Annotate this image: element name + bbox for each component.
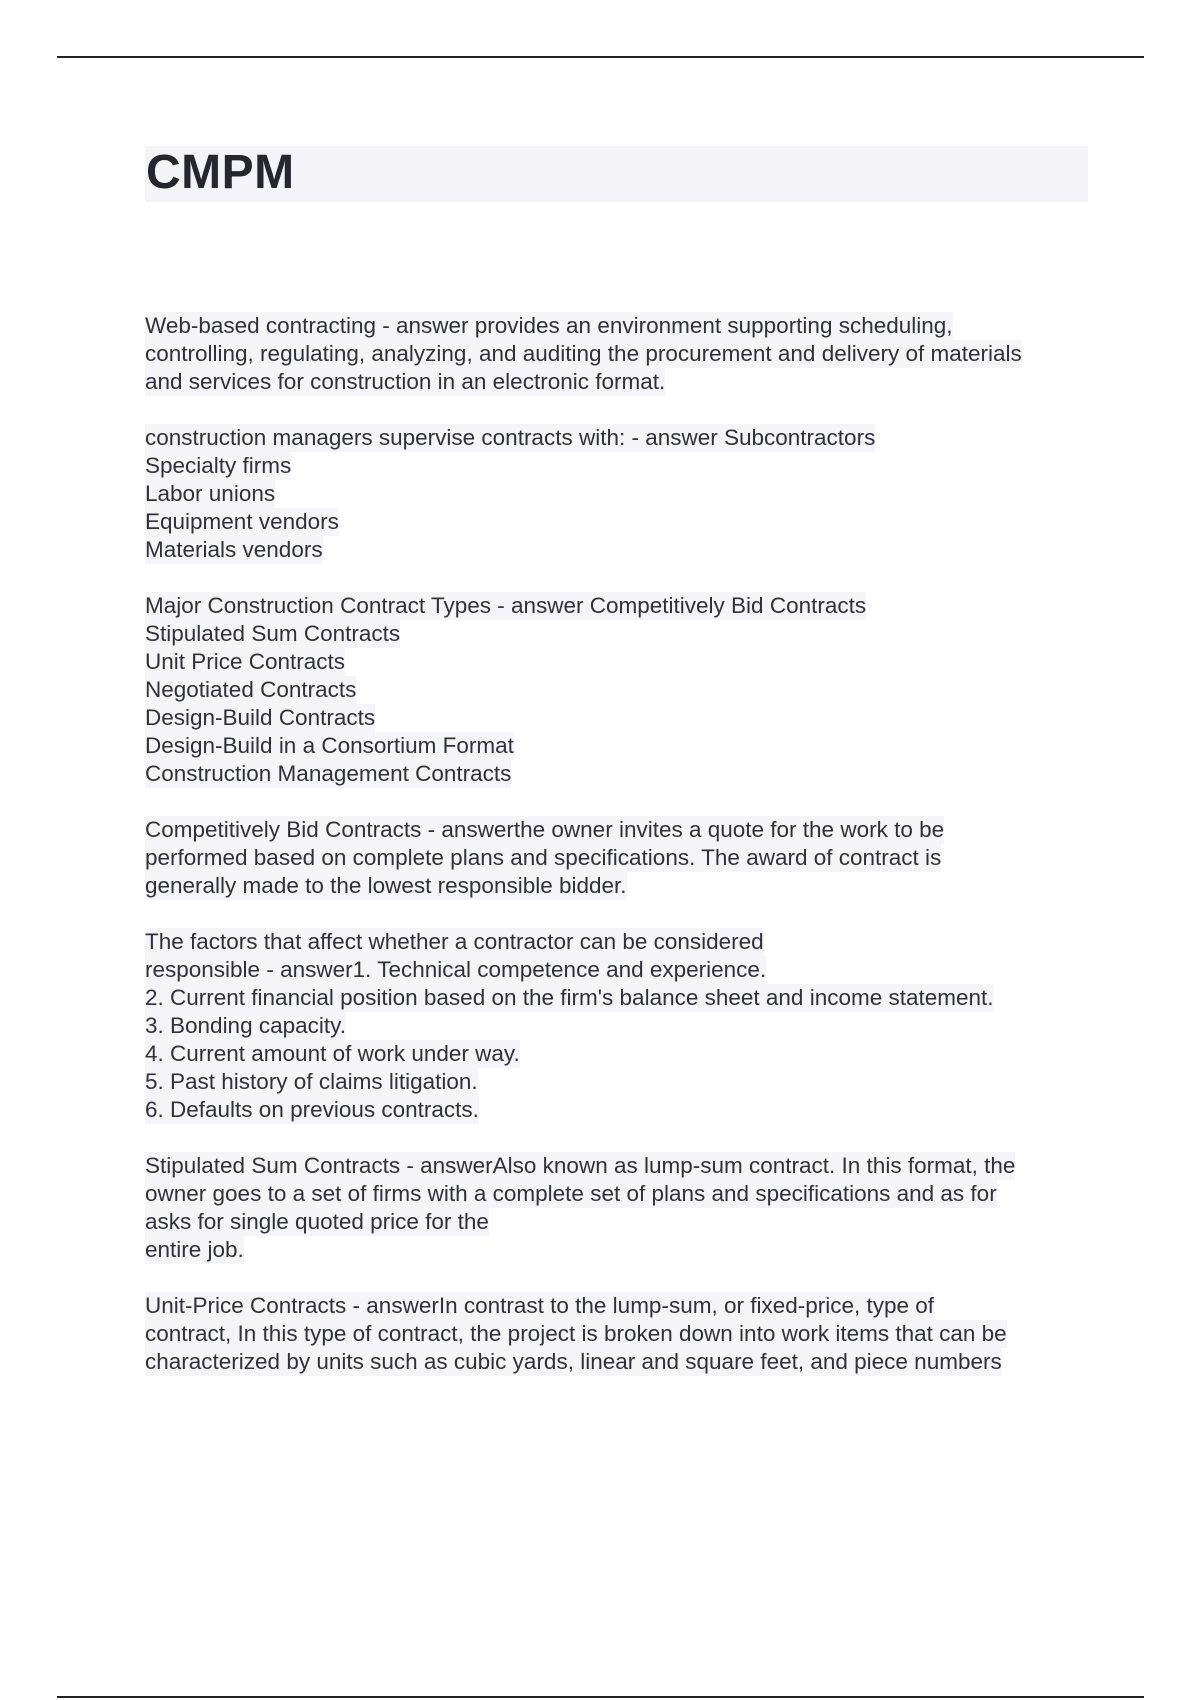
text-line: Stipulated Sum Contracts bbox=[145, 621, 401, 646]
qa-entry-unit-price bbox=[145, 1292, 1095, 1376]
text-line: Materials vendors bbox=[145, 537, 323, 562]
text-line: 4. Current amount of work under way. bbox=[145, 1041, 520, 1066]
text-line: controlling, regulating, analyzing, and auditing the procurement and delivery of materials bbox=[145, 341, 1022, 366]
text-line: Design-Build in a Consortium Format bbox=[145, 733, 514, 758]
text-line: Major Construction Contract Types - answer Competitively Bid Contracts bbox=[145, 593, 867, 618]
text-line: Equipment vendors bbox=[145, 509, 339, 534]
text-line: Construction Management Contracts bbox=[145, 761, 512, 786]
qa-entry-contracts-supervised bbox=[145, 424, 1095, 564]
text-line: construction managers supervise contracts with: - answer Subcontractors bbox=[145, 425, 876, 450]
text-line: responsible - answer1. Technical competence and experience. bbox=[145, 957, 767, 982]
text-line: characterized by units such as cubic yards, linear and square feet, and piece numbers bbox=[145, 1349, 1002, 1374]
top-rule bbox=[57, 56, 1144, 58]
text-line: Design-Build Contracts bbox=[145, 705, 376, 730]
text-line: performed based on complete plans and specifications. The award of contract is bbox=[145, 845, 942, 870]
text-line: The factors that affect whether a contractor can be considered bbox=[145, 929, 764, 954]
qa-entry-contract-types bbox=[145, 592, 1095, 788]
text-line: contract, In this type of contract, the project is broken down into work items that can be bbox=[145, 1321, 1007, 1346]
text-line: Web-based contracting - answer provides an environment supporting scheduling, bbox=[145, 313, 953, 338]
text-line: 3. Bonding capacity. bbox=[145, 1013, 346, 1038]
document-title: CMPM bbox=[146, 146, 295, 199]
document-body bbox=[145, 312, 1095, 1404]
text-line: 5. Past history of claims litigation. bbox=[145, 1069, 478, 1094]
text-line: Stipulated Sum Contracts - answerAlso known as lump-sum contract. In this format, the bbox=[145, 1153, 1016, 1178]
qa-entry-competitively-bid bbox=[145, 816, 1095, 900]
text-line: Competitively Bid Contracts - answerthe owner invites a quote for the work to be bbox=[145, 817, 945, 842]
qa-entry-web-based-contracting bbox=[145, 312, 1095, 396]
qa-entry-stipulated-sum bbox=[145, 1152, 1095, 1264]
text-line: owner goes to a set of firms with a complete set of plans and specifications and as for bbox=[145, 1181, 997, 1206]
text-line: entire job. bbox=[145, 1237, 244, 1262]
bottom-rule bbox=[57, 1696, 1144, 1698]
text-line: Unit Price Contracts bbox=[145, 649, 346, 674]
qa-entry-responsible-factors bbox=[145, 928, 1095, 1124]
text-line: asks for single quoted price for the bbox=[145, 1209, 489, 1234]
text-line: Labor unions bbox=[145, 481, 276, 506]
text-line: and services for construction in an electronic format. bbox=[145, 369, 666, 394]
text-line: Negotiated Contracts bbox=[145, 677, 357, 702]
text-line: Unit-Price Contracts - answerIn contrast to the lump-sum, or fixed-price, type of bbox=[145, 1293, 935, 1318]
text-line: Specialty firms bbox=[145, 453, 292, 478]
text-line: generally made to the lowest responsible bidder. bbox=[145, 873, 627, 898]
text-line: 2. Current financial position based on the firm's balance sheet and income statement. bbox=[145, 985, 994, 1010]
text-line: 6. Defaults on previous contracts. bbox=[145, 1097, 479, 1122]
